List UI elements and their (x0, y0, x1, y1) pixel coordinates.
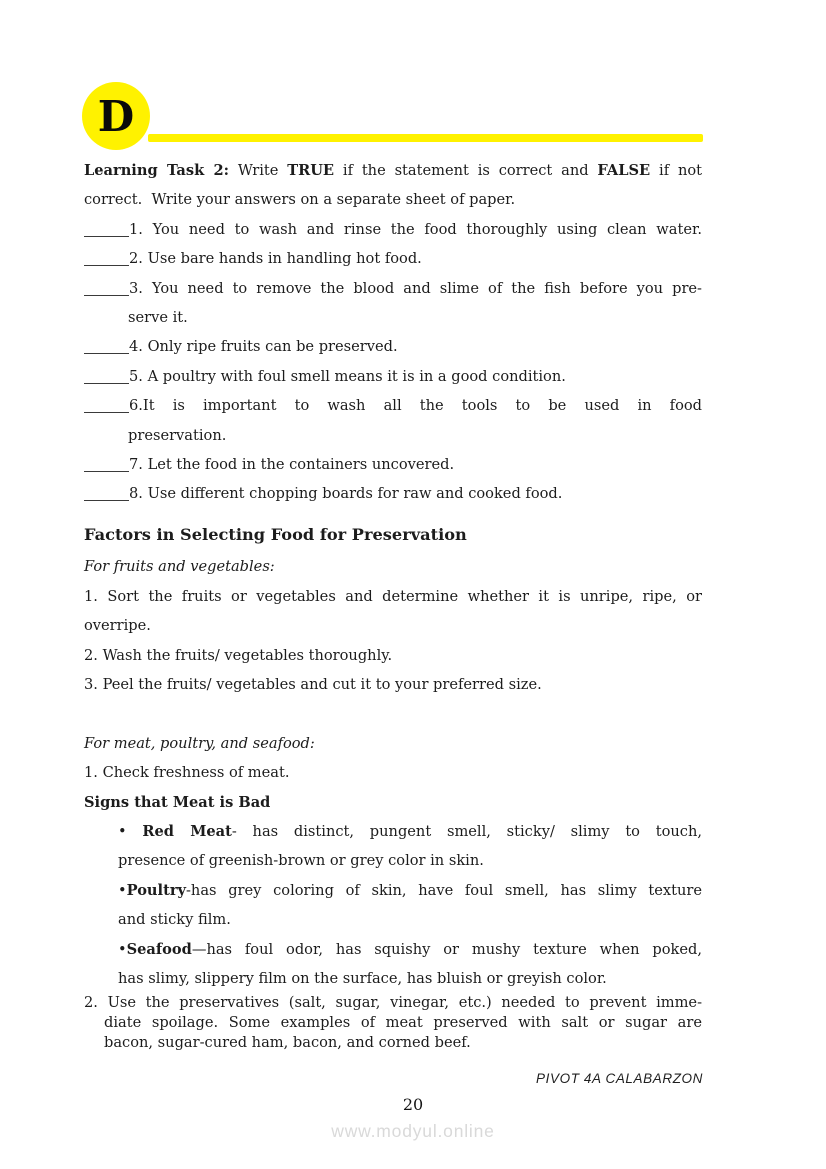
text-line (84, 670, 702, 699)
text-line (84, 156, 702, 185)
text-segment: 2. Use the preservatives (salt, sugar, vinegar, etc.) needed to prevent imme- (84, 994, 702, 1012)
text-segment: • (118, 822, 143, 840)
text-segment: 2. Wash the fruits/ vegetables thoroughly. (84, 646, 393, 664)
text-segment: correct. Write your answers on a separate sheet of paper. (84, 191, 516, 209)
text-line (84, 846, 702, 875)
text-segment: Seafood (126, 940, 192, 958)
text-segment: 8. Use different chopping boards for raw and cooked food. (129, 485, 563, 503)
text-line (84, 362, 702, 391)
text-segment: Poultry (126, 881, 186, 899)
answer-blank (84, 459, 129, 472)
text-segment: preservation. (128, 426, 227, 444)
meat-poultry-seafood-section (84, 729, 702, 994)
text-segment: Learning Task 2: (84, 162, 230, 179)
text-line (84, 215, 702, 244)
section-badge-circle (82, 82, 150, 150)
text-line (84, 185, 702, 214)
section-rule (148, 134, 703, 142)
text-line (84, 611, 702, 640)
text-line (84, 964, 702, 993)
text-line (84, 758, 702, 787)
text-segment: has slimy, slippery film on the surface, has bluish or greyish color. (118, 969, 607, 987)
text-segment: 7. Let the food in the containers uncovered. (129, 456, 455, 474)
text-line (84, 817, 702, 846)
text-line (84, 1013, 702, 1033)
text-line (84, 520, 702, 549)
text-segment: bacon, sugar-cured ham, bacon, and corned beef. (104, 1033, 471, 1051)
factors-heading (84, 520, 702, 549)
text-line (84, 479, 702, 508)
text-line (84, 788, 702, 817)
text-segment: if the statement is correct and (334, 162, 598, 179)
answer-blank (84, 253, 129, 266)
answer-blank (84, 224, 129, 237)
learning-task-paragraph (84, 156, 702, 215)
section-badge-letter: D (97, 91, 135, 141)
text-segment: Write (229, 162, 288, 179)
answer-blank (84, 341, 129, 354)
document-body (84, 156, 702, 1052)
text-line (84, 391, 702, 420)
text-segment: 1. Sort the fruits or vegetables and determine whether it is unripe, ripe, or (84, 587, 702, 605)
text-segment: Red Meat (142, 822, 232, 840)
text-segment: and sticky film. (118, 911, 231, 929)
text-segment: —has foul odor, has squishy or mushy texture when poked, (191, 940, 702, 958)
text-segment: serve it. (128, 309, 188, 327)
text-line (84, 641, 702, 670)
text-segment: 1. You need to wash and rinse the food thoroughly using clean water. (129, 220, 702, 238)
page-number: 20 (402, 1095, 424, 1114)
text-segment: TRUE (287, 162, 335, 179)
blank-line-spacer (84, 699, 702, 728)
text-segment: 1. Check freshness of meat. (84, 764, 290, 782)
text-segment: -has grey coloring of skin, have foul smell, has slimy texture (186, 881, 702, 899)
text-segment: if not (650, 162, 702, 179)
text-segment: overripe. (84, 617, 151, 635)
text-line (84, 582, 702, 611)
text-line (84, 1033, 702, 1053)
answer-blank (84, 283, 129, 296)
text-line (84, 993, 702, 1013)
text-segment: presence of greenish-brown or grey color in skin. (118, 852, 484, 870)
text-line (84, 332, 702, 361)
text-segment: Signs that Meat is Bad (84, 793, 271, 811)
text-segment: 3. Peel the fruits/ vegetables and cut it to your preferred size. (84, 675, 542, 693)
text-segment: • (118, 881, 127, 899)
answer-blank (84, 400, 129, 413)
fruits-vegetables-section (84, 552, 702, 699)
text-line (84, 421, 702, 450)
true-false-items (84, 215, 702, 509)
text-line (84, 905, 702, 934)
text-segment: Factors in Selecting Food for Preservation (84, 524, 467, 544)
answer-blank (84, 371, 129, 384)
footer-brand: PIVOT 4A CALABARZON (536, 1071, 703, 1086)
text-segment: For fruits and vegetables: (84, 558, 275, 576)
text-line (84, 274, 702, 303)
text-segment: 6.It is important to wash all the tools to be used in food (129, 397, 702, 415)
text-line (84, 303, 702, 332)
text-segment: 3. You need to remove the blood and slime of the fish before you pre- (129, 279, 702, 297)
text-line (84, 450, 702, 479)
text-line (84, 876, 702, 905)
answer-blank (84, 488, 129, 501)
text-line (84, 244, 702, 273)
text-segment: 2. Use bare hands in handling hot food. (129, 250, 422, 268)
text-line (84, 552, 702, 581)
text-segment: 5. A poultry with foul smell means it is in a good condition. (129, 367, 566, 385)
text-line (84, 935, 702, 964)
text-segment: • (118, 940, 127, 958)
watermark: www.modyul.online (331, 1121, 495, 1141)
text-segment: 4. Only ripe fruits can be preserved. (129, 338, 398, 356)
text-segment: FALSE (597, 162, 651, 179)
text-segment: diate spoilage. Some examples of meat preserved with salt or sugar are (104, 1013, 702, 1031)
text-segment: For meat, poultry, and seafood: (84, 734, 315, 752)
text-line (84, 729, 702, 758)
preservatives-paragraph (84, 993, 702, 1052)
text-segment: - has distinct, pungent smell, sticky/ slimy to touch, (231, 822, 702, 840)
